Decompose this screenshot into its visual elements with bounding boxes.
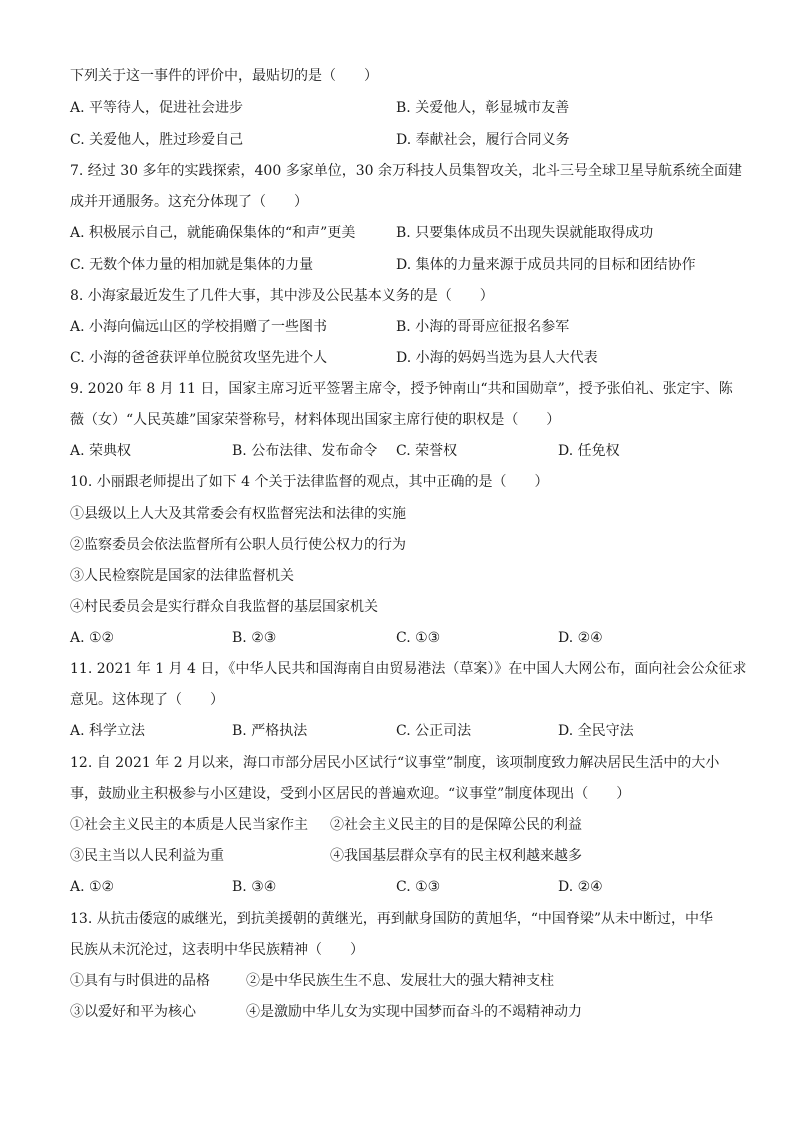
q10-option-d: D. ②④ (558, 630, 603, 646)
q6-option-d: D. 奉献社会，履行合同义务 (396, 132, 570, 148)
question-12-stem-line1: 12. 自 2021 年 2 月以来，海口市部分居民小区试行“议事堂”制度，该项制度致力解决居民生活中的大小 (70, 755, 720, 771)
q11-option-b: B. 严格执法 (232, 723, 308, 739)
question-10-stem: 10. 小丽跟老师提出了如下 4 个关于法律监督的观点，其中正确的是（ ） (70, 474, 549, 490)
question-13-stem-line2: 民族从未沉沦过，这表明中华民族精神（ ） (70, 942, 364, 958)
q11-option-a: A. 科学立法 (70, 723, 146, 739)
q10-option-b: B. ②③ (232, 630, 277, 646)
q6-option-b: B. 关爱他人，彰显城市友善 (396, 100, 570, 116)
question-9-stem-line1: 9. 2020 年 8 月 11 日，国家主席习近平签署主席令，授予钟南山“共和国勋章”，授予张伯礼、张定宇、陈 (70, 381, 733, 397)
question-8-stem: 8. 小海家最近发生了几件大事，其中涉及公民基本义务的是（ ） (70, 288, 494, 304)
question-9-stem-line2: 薇（女）“人民英雄”国家荣誉称号，材料体现出国家主席行使的职权是（ ） (70, 412, 561, 428)
q8-option-c: C. 小海的爸爸获评单位脱贫攻坚先进个人 (70, 350, 328, 366)
question-7-stem-line1: 7. 经过 30 多年的实践探索，400 多家单位，30 余万科技人员集智攻关，北斗三号全球卫星导航系统全面建 (70, 163, 742, 179)
q8-option-a: A. 小海向偏远山区的学校捐赠了一些图书 (70, 319, 328, 335)
q6-option-c: C. 关爱他人，胜过珍爱自己 (70, 132, 244, 148)
q8-option-b: B. 小海的哥哥应征报名参军 (396, 319, 570, 335)
question-13-stem-line1: 13. 从抗击倭寇的戚继光，到抗美援朝的黄继光，再到献身国防的黄旭华，“中国脊梁”从未中断过，中华 (70, 911, 714, 927)
q10-statement-2: ②监察委员会依法监督所有公职人员行使公权力的行为 (70, 537, 406, 553)
q13-statement-4: ④是激励中华儿女为实现中国梦而奋斗的不竭精神动力 (246, 1004, 582, 1020)
q10-option-a: A. ①② (70, 630, 115, 646)
q12-option-d: D. ②④ (558, 879, 603, 895)
q12-statement-2: ②社会主义民主的目的是保障公民的利益 (330, 817, 582, 833)
q12-option-b: B. ③④ (232, 879, 277, 895)
q13-statement-3: ③以爱好和平为核心 (70, 1004, 196, 1020)
question-11-stem-line2: 意见。这体现了（ ） (70, 692, 224, 708)
q10-option-c: C. ①③ (396, 630, 441, 646)
q11-option-c: C. 公正司法 (396, 723, 472, 739)
q10-statement-3: ③人民检察院是国家的法律监督机关 (70, 568, 294, 584)
q9-option-d: D. 任免权 (558, 443, 620, 459)
q12-statement-4: ④我国基层群众享有的民主权利越来越多 (330, 848, 582, 864)
q7-option-b: B. 只要集体成员不出现失误就能取得成功 (396, 225, 654, 241)
q12-statement-1: ①社会主义民主的本质是人民当家作主 (70, 817, 308, 833)
q8-option-d: D. 小海的妈妈当选为县人大代表 (396, 350, 598, 366)
question-6-stem: 下列关于这一事件的评价中，最贴切的是（ ） (70, 68, 378, 84)
q9-option-c: C. 荣誉权 (396, 443, 458, 459)
question-12-stem-line2: 事，鼓励业主积极参与小区建设，受到小区居民的普遍欢迎。“议事堂”制度体现出（ ） (70, 786, 631, 802)
q7-option-a: A. 积极展示自己，就能确保集体的“和声”更美 (70, 225, 356, 241)
q12-option-c: C. ①③ (396, 879, 441, 895)
q9-option-a: A. 荣典权 (70, 443, 132, 459)
q10-statement-4: ④村民委员会是实行群众自我监督的基层国家机关 (70, 599, 378, 615)
q7-option-d: D. 集体的力量来源于成员共同的目标和团结协作 (396, 257, 696, 273)
q10-statement-1: ①县级以上人大及其常委会有权监督宪法和法律的实施 (70, 506, 406, 522)
q12-statement-3: ③民主当以人民利益为重 (70, 848, 224, 864)
q12-option-a: A. ①② (70, 879, 115, 895)
question-11-stem-line1: 11. 2021 年 1 月 4 日，《中华人民共和国海南自由贸易港法（草案）》在中国人大网公布，面向社会公众征求 (70, 661, 747, 677)
question-7-stem-line2: 成并开通服务。这充分体现了（ ） (70, 194, 308, 210)
q6-option-a: A. 平等待人，促进社会进步 (70, 100, 244, 116)
q7-option-c: C. 无数个体力量的相加就是集体的力量 (70, 257, 314, 273)
q13-statement-1: ①具有与时俱进的品格 (70, 973, 210, 989)
q11-option-d: D. 全民守法 (558, 723, 634, 739)
q9-option-b: B. 公布法律、发布命令 (232, 443, 378, 459)
q13-statement-2: ②是中华民族生生不息、发展壮大的强大精神支柱 (246, 973, 554, 989)
